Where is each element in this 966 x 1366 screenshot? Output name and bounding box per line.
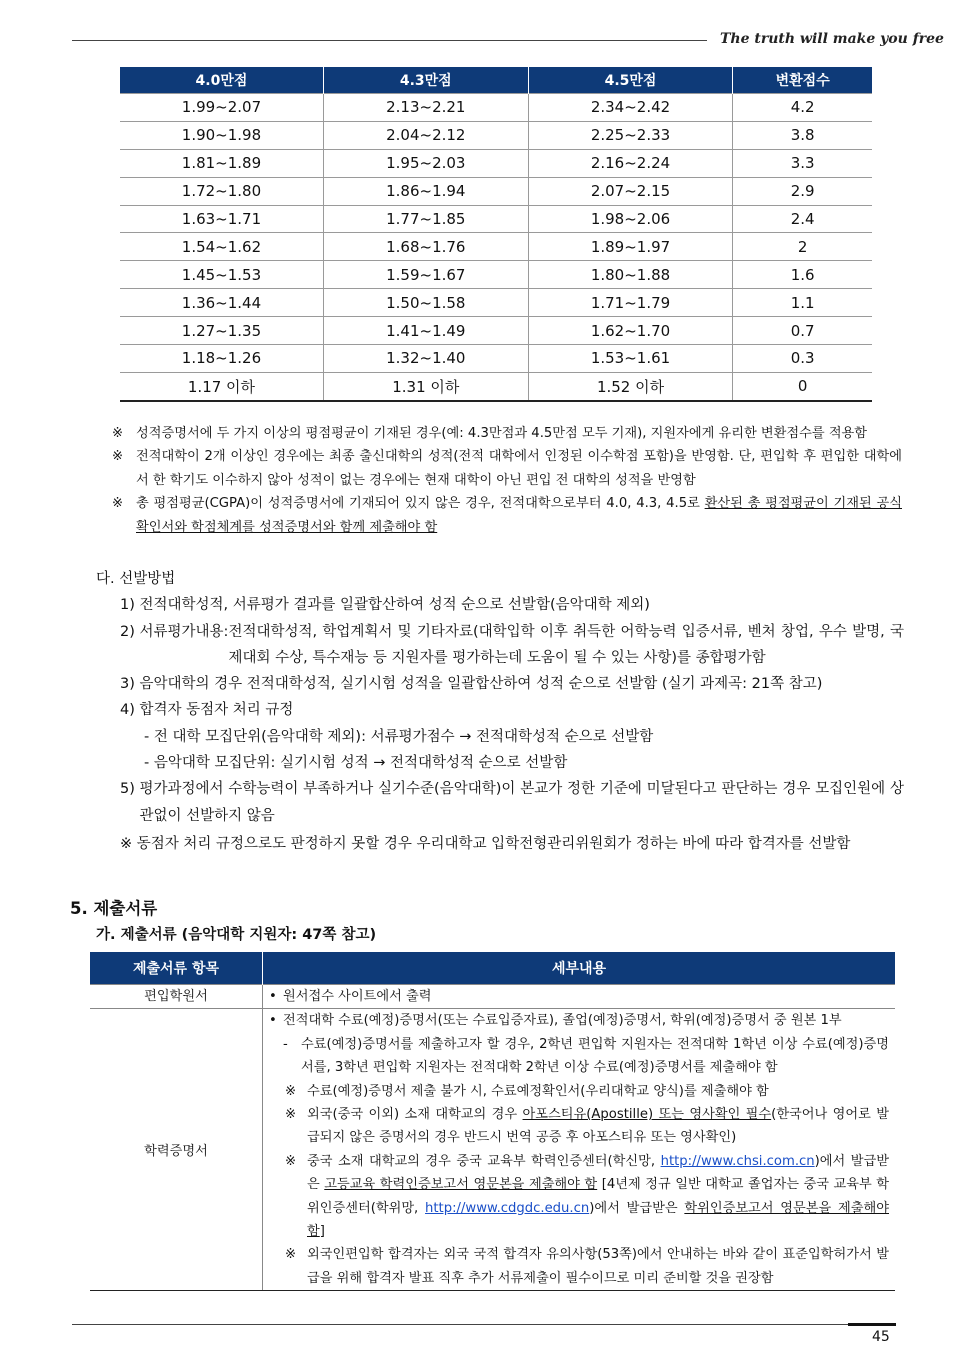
bullet-text: 원서접수 사이트에서 출력 xyxy=(283,989,432,1004)
table-row xyxy=(90,985,895,1009)
reference-text xyxy=(307,1150,889,1244)
table-cell: 1.17 이하 xyxy=(120,372,323,400)
table-cell: 2.9 xyxy=(733,177,872,205)
header-motto: The truth will make you free xyxy=(720,31,944,47)
page-number: 45 xyxy=(872,1329,890,1345)
header-cell-converted: 변환점수 xyxy=(733,67,872,94)
table-cell: 1.52 이하 xyxy=(528,372,733,400)
table-row xyxy=(120,317,872,345)
table-cell: 1.31 이하 xyxy=(323,372,528,400)
table-cell: 1.95~2.03 xyxy=(323,149,528,177)
table-cell: 1.62~1.70 xyxy=(528,317,733,345)
list-item xyxy=(96,776,904,829)
doc-item-cell: 학력증명서 xyxy=(90,1009,263,1291)
note-text: 전적대학이 2개 이상인 경우에는 최종 출신대학의 성적(전적 대학에서 인정된 이수학점 포함)을 반영함. 단, 편입학 후 편입한 대학에서 한 학기도 이수하지 않아 성적이 없는 경우에는 현재 대학이 아닌 편입 전 대학의 성적을 반영함 xyxy=(136,449,902,488)
table-cell: 1.36~1.44 xyxy=(120,289,323,317)
note-item xyxy=(112,422,902,445)
text-part: )에서 발급받은 xyxy=(307,1153,889,1193)
list-item xyxy=(96,697,904,723)
table-cell: 2.13~2.21 xyxy=(323,94,528,122)
header-cell-item: 제출서류 항목 xyxy=(90,952,263,985)
table-cell: 2.16~2.24 xyxy=(528,149,733,177)
item-label: 서류평가내용: xyxy=(139,623,229,640)
item-text: 전적대학성적, 서류평가 결과를 일괄합산하여 성적 순으로 선발함(음악대학 제외) xyxy=(139,597,650,614)
reference-text: 외국인편입학 합격자는 외국 국적 합격자 유의사항(53쪽)에서 안내하는 바와 같이 표준입학허가서 발급을 위해 합격자 발표 직후 추가 서류제출이 필수이므로 미리 준비할 것을 권장함 xyxy=(307,1247,889,1286)
table-cell: 2.25~2.33 xyxy=(528,121,733,149)
table-cell: 2.34~2.42 xyxy=(528,94,733,122)
table-row xyxy=(120,94,872,122)
underlined-text: 학위인증보고서 영문본을 제출해야 함 xyxy=(307,1200,889,1240)
table-cell: 1.89~1.97 xyxy=(528,233,733,261)
sub-list-item: - 음악대학 모집단위: 실기시험 성적 → 전적대학성적 순으로 선발함 xyxy=(144,755,568,772)
item-number: 1) xyxy=(120,597,135,614)
table-cell: 2.07~2.15 xyxy=(528,177,733,205)
table-row xyxy=(120,345,872,373)
cdgdc-link[interactable]: http://www.cdgdc.edu.cn xyxy=(425,1200,590,1216)
reference-text: 수료(예정)증명서 제출 불가 시, 수료예정확인서(우리대학교 양식)를 제출해야 함 xyxy=(307,1083,769,1099)
note-underlined-text: 환산된 총 평점평균이 기재된 공식 확인서와 학점체계를 성적증명서와 함께 제출해야 함 xyxy=(136,496,902,535)
table-cell: 4.2 xyxy=(733,94,872,122)
table-cell: 2.4 xyxy=(733,205,872,233)
conversion-notes xyxy=(112,422,902,539)
table-body xyxy=(120,94,872,401)
table-cell: 1.86~1.94 xyxy=(323,177,528,205)
table-cell: 1.72~1.80 xyxy=(120,177,323,205)
header-cell-detail: 세부내용 xyxy=(263,952,896,985)
doc-detail-cell xyxy=(263,985,896,1009)
table-cell: 0.7 xyxy=(733,317,872,345)
note-item xyxy=(112,492,902,539)
reference-mark: ※ xyxy=(285,1083,297,1099)
note-text xyxy=(136,492,902,539)
table-cell: 3.8 xyxy=(733,121,872,149)
table-row xyxy=(120,261,872,289)
underlined-text: 고등교육 학력인증보고서 영문본을 제출해야 함 xyxy=(324,1177,598,1193)
note-text-part: 총 평점평균(CGPA)이 성적증명서에 기재되어 있지 않은 경우, 전적대학으로부터 4.0, 4.3, 4.5로 xyxy=(136,496,705,512)
text-part: 중국 소재 대학교의 경우 중국 교육부 학력인증센터(학신망, xyxy=(307,1153,661,1169)
note-text: 성적증명서에 두 가지 이상의 평점평균이 기재된 경우(예: 4.3만점과 4.5만점 모두 기재), 지원자에게 유리한 변환점수를 적용함 xyxy=(136,426,868,441)
section-subtitle: 가. 제출서류 (음악대학 지원자: 47쪽 참고) xyxy=(96,927,377,943)
reference-text xyxy=(307,1103,889,1150)
table-cell: 1.18~1.26 xyxy=(120,345,323,373)
table-cell: 1.1 xyxy=(733,289,872,317)
item-number: 2) xyxy=(120,623,135,640)
reference-item xyxy=(269,1080,889,1103)
table-cell: 1.63~1.71 xyxy=(120,205,323,233)
table-row xyxy=(120,233,872,261)
header-cell-4-3: 4.3만점 xyxy=(323,67,528,94)
footer-accent-bar xyxy=(848,1323,896,1326)
item-text: 합격자 동점자 처리 규정 xyxy=(139,702,294,719)
table-cell: 1.98~2.06 xyxy=(528,205,733,233)
sub-list-item: - 전 대학 모집단위(음악대학 제외): 서류평가점수 → 전적대학성적 순으로 선발함 xyxy=(144,728,654,745)
chsi-link[interactable]: http://www.chsi.com.cn xyxy=(660,1153,815,1169)
text-part: [4년제 정규 일반 대학교 졸업자는 중국 교육부 학위인증센터(학위망, xyxy=(307,1177,889,1216)
item-number: 3) xyxy=(120,676,135,693)
table-cell: 1.54~1.62 xyxy=(120,233,323,261)
header-cell-4-5: 4.5만점 xyxy=(528,67,733,94)
section-heading: 다. 선발방법 xyxy=(96,571,176,587)
table-cell: 1.27~1.35 xyxy=(120,317,323,345)
reference-item xyxy=(269,1150,889,1244)
reference-item xyxy=(269,1243,889,1290)
selection-method xyxy=(96,566,904,857)
text-part: 외국(중국 이외) 소재 대학교의 경우 xyxy=(307,1107,523,1123)
doc-item-cell: 편입학원서 xyxy=(90,985,263,1009)
dash-text: 수료(예정)증명서를 제출하고자 할 경우, 2학년 편입학 지원자는 전적대학 1학년 이상 수료(예정)증명서를, 3학년 편입학 지원자는 전적대학 2학년 이상 수료(예정)증명서를 제출해야 함 xyxy=(301,1036,889,1076)
header-rule xyxy=(72,40,707,41)
table-cell: 1.45~1.53 xyxy=(120,261,323,289)
dash-item xyxy=(269,1033,889,1080)
underlined-text: 아포스티유(Apostille) 또는 영사확인 필수 xyxy=(522,1107,772,1123)
table-cell: 1.99~2.07 xyxy=(120,94,323,122)
list-item xyxy=(96,619,904,672)
text-part: (한국어나 영어로 발급되지 않은 증명서의 경우 반드시 번역 공증 후 아포스티유 또는 영사확인) xyxy=(307,1107,889,1146)
table-cell: 1.50~1.58 xyxy=(323,289,528,317)
table-header-row xyxy=(120,67,872,94)
table-cell: 1.68~1.76 xyxy=(323,233,528,261)
item-text: 평가과정에서 수학능력이 부족하거나 실기수준(음악대학)이 본교가 정한 기준에 미달된다고 판단하는 경우 모집인원에 상관없이 선발하지 않음 xyxy=(139,781,904,824)
reference-mark: ※ xyxy=(112,426,124,441)
table-row xyxy=(90,1009,895,1291)
footer-rule xyxy=(72,1324,896,1325)
table-row xyxy=(120,121,872,149)
table-header-row xyxy=(90,952,895,985)
section-title: 5. 제출서류 xyxy=(70,899,158,918)
reference-mark: ※ xyxy=(285,1153,297,1169)
bullet-text: 전적대학 수료(예정)증명서(또는 수료입증자료), 졸업(예정)증명서, 학위(예정)증명서 중 원본 1부 xyxy=(283,1013,842,1029)
header-cell-4-0: 4.0만점 xyxy=(120,67,323,94)
item-number: 5) xyxy=(120,781,135,798)
table-row xyxy=(120,149,872,177)
bullet-item xyxy=(269,985,889,1008)
item-text: 전적대학성적, 학업계획서 및 기타자료(대학입학 이후 취득한 어학능력 입증서류, 벤처 창업, 우수 발명, 국제대회 수상, 특수재능 등 지원자를 평가하는데 도움이 될 수 있는 사항)를 종합평가함 xyxy=(228,623,904,666)
table-cell: 1.59~1.67 xyxy=(323,261,528,289)
reference-mark: ※ xyxy=(112,496,124,512)
note-item xyxy=(112,445,902,492)
table-cell: 1.80~1.88 xyxy=(528,261,733,289)
table-cell: 1.53~1.61 xyxy=(528,345,733,373)
reference-mark: ※ xyxy=(285,1247,297,1263)
reference-item xyxy=(269,1103,889,1150)
list-item xyxy=(96,671,904,697)
bullet-mark: • xyxy=(269,1013,277,1029)
table-cell: 3.3 xyxy=(733,149,872,177)
dash-mark: - xyxy=(283,1036,288,1052)
table-cell: 1.90~1.98 xyxy=(120,121,323,149)
table-row xyxy=(120,177,872,205)
text-part: ] xyxy=(319,1224,325,1240)
bullet-item xyxy=(269,1009,889,1032)
table-row xyxy=(120,289,872,317)
list-item xyxy=(96,592,904,618)
table-cell: 0.3 xyxy=(733,345,872,373)
item-text: 음악대학의 경우 전적대학성적, 실기시험 성적을 일괄합산하여 성적 순으로 선발함 (실기 과제곡: 21쪽 참고) xyxy=(139,676,823,693)
table-row xyxy=(120,372,872,400)
table-row xyxy=(120,205,872,233)
table-cell: 1.77~1.85 xyxy=(323,205,528,233)
documents-table xyxy=(90,952,895,1291)
table-cell: 1.71~1.79 xyxy=(528,289,733,317)
doc-detail-cell xyxy=(263,1009,896,1291)
table-cell: 2.04~2.12 xyxy=(323,121,528,149)
gpa-conversion-table xyxy=(120,67,872,402)
selection-note: ※ 동점자 처리 규정으로도 판정하지 못할 경우 우리대학교 입학전형관리위원회가 정하는 바에 따라 합격자를 선발함 xyxy=(120,835,851,852)
table-cell: 1.41~1.49 xyxy=(323,317,528,345)
table-cell: 1.6 xyxy=(733,261,872,289)
table-cell: 0 xyxy=(733,372,872,400)
reference-mark: ※ xyxy=(112,449,124,465)
table-cell: 1.32~1.40 xyxy=(323,345,528,373)
reference-mark: ※ xyxy=(285,1107,297,1123)
table-cell: 2 xyxy=(733,233,872,261)
item-number: 4) xyxy=(120,702,135,719)
table-cell: 1.81~1.89 xyxy=(120,149,323,177)
bullet-mark: • xyxy=(269,989,277,1004)
text-part: )에서 발급받은 xyxy=(589,1200,685,1216)
